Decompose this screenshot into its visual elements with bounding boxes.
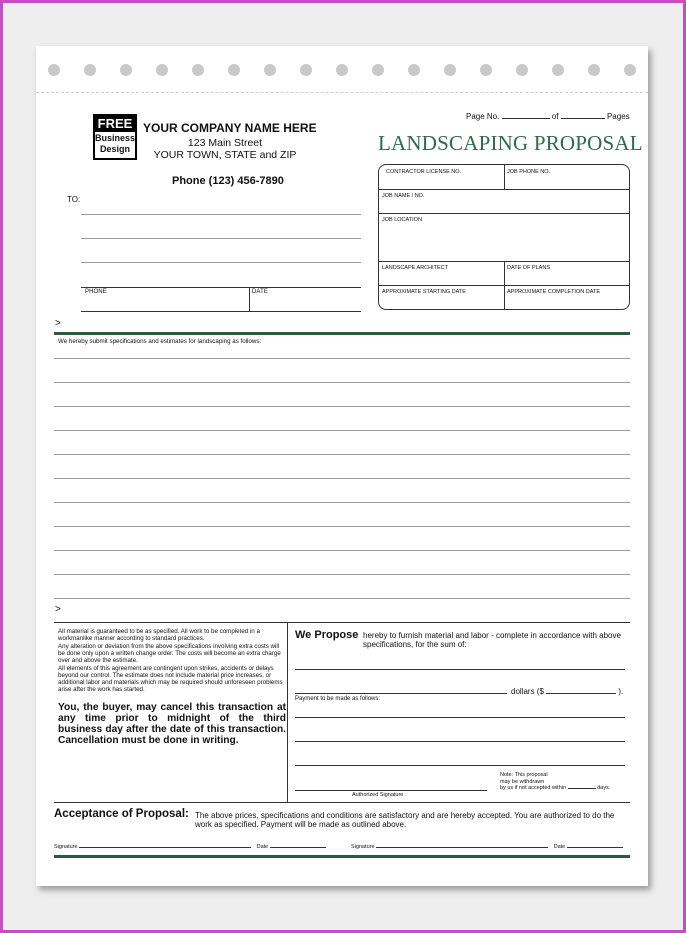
we-propose-text: hereby to furnish material and labor - complete in accordance with above specifications, for the sum of: xyxy=(363,631,621,649)
approx-start-date-field[interactable]: APPROXIMATE STARTING DATE xyxy=(382,289,466,295)
spec-line[interactable] xyxy=(54,454,630,455)
acceptance-top-line xyxy=(54,802,630,803)
withdrawal-note xyxy=(500,772,630,792)
terms-propose-divider xyxy=(287,622,288,802)
date-field[interactable] xyxy=(567,847,623,848)
punch-hole xyxy=(336,64,348,76)
spec-line[interactable] xyxy=(54,358,630,359)
info-col-divider xyxy=(504,165,505,189)
note-line-3: by us if not accepted within xyxy=(500,785,567,791)
punch-hole xyxy=(552,64,564,76)
to-line[interactable] xyxy=(81,262,361,263)
company-phone: Phone (123) 456-7890 xyxy=(172,175,284,187)
date-label: Date xyxy=(553,844,566,850)
punch-hole xyxy=(372,64,384,76)
signature-field[interactable] xyxy=(376,847,548,848)
info-row-divider xyxy=(379,213,629,214)
section-divider-bar xyxy=(54,332,630,335)
payment-label: Payment to be made as follows: xyxy=(295,696,381,702)
punch-hole xyxy=(516,64,528,76)
page-title: LANDSCAPING PROPOSAL xyxy=(378,131,643,155)
acceptance-text: The above prices, specifications and conditions are satisfactory and are hereby accepted. You are authorized to do the work as specified. Payment will be made as outlined above. xyxy=(195,811,615,829)
cancellation-notice: You, the buyer, may cancel this transaction at any time prior to midnight of the third business day after the date of this transaction. Cancellation must be done in writing. xyxy=(58,702,286,746)
note-line-1: Note: This proposal xyxy=(500,772,548,778)
proposal-sum-line[interactable] xyxy=(295,669,625,670)
acceptance-heading: Acceptance of Proposal: xyxy=(54,808,189,820)
terms-contingency: All elements of this agreement are contingent upon strikes, accidents or delays beyond our control. The estimate does not include material price increases, or additional labor and materials which may be required should unforeseen problems arise after the work has started. xyxy=(58,665,283,693)
page-number-row xyxy=(466,112,630,121)
job-info-box xyxy=(378,164,630,310)
proposal-sum-words-line[interactable] xyxy=(295,693,507,694)
dollars-close: ). xyxy=(618,687,624,696)
authorized-signature-label: Authorized Signature xyxy=(352,792,404,798)
terms-guarantee: All material is guaranteed to be as specified. All work to be completed in a workmanlike manner according to standard practices. xyxy=(58,628,260,642)
job-location-field[interactable]: JOB LOCATION xyxy=(382,217,422,223)
days-field[interactable] xyxy=(568,788,596,789)
total-pages-field[interactable] xyxy=(561,118,605,119)
specifications-intro: We hereby submit specifications and estimates for landscaping as follows: xyxy=(58,338,262,345)
customer-date-label: DATE xyxy=(252,289,268,295)
spec-line[interactable] xyxy=(54,598,630,599)
terms-box-top xyxy=(54,622,630,623)
punch-hole xyxy=(120,64,132,76)
punch-hole xyxy=(192,64,204,76)
punch-hole xyxy=(408,64,420,76)
date-label: Date xyxy=(256,844,269,850)
to-line[interactable] xyxy=(81,238,361,239)
buyer-signature-row-2 xyxy=(351,844,623,850)
date-field[interactable] xyxy=(270,847,326,848)
punch-holes xyxy=(36,64,648,78)
punch-hole xyxy=(264,64,276,76)
spec-line[interactable] xyxy=(54,382,630,383)
job-name-field[interactable]: JOB NAME / NO. xyxy=(382,193,425,199)
date-of-plans-field[interactable]: DATE OF PLANS xyxy=(507,265,550,271)
page-of-label: of xyxy=(551,112,559,121)
spec-line[interactable] xyxy=(54,526,630,527)
signature-label: Signature xyxy=(54,844,78,850)
perforation-line xyxy=(36,92,648,93)
payment-line[interactable] xyxy=(295,717,625,718)
to-line[interactable] xyxy=(81,287,361,288)
contractor-license-field[interactable]: CONTRACTOR LICENSE NO. xyxy=(386,169,462,175)
signature-field[interactable] xyxy=(79,847,251,848)
job-phone-field[interactable]: JOB PHONE NO. xyxy=(507,169,551,175)
spec-line[interactable] xyxy=(54,574,630,575)
page-no-field[interactable] xyxy=(502,118,550,119)
punch-hole xyxy=(228,64,240,76)
spec-line[interactable] xyxy=(54,406,630,407)
spec-line[interactable] xyxy=(54,550,630,551)
phone-date-divider xyxy=(249,287,250,311)
signature-label: Signature xyxy=(351,844,375,850)
customer-phone-label: PHONE xyxy=(85,289,107,295)
landscape-architect-field[interactable]: LANDSCAPE ARCHITECT xyxy=(382,265,449,271)
punch-hole xyxy=(480,64,492,76)
logo-design-text: Design xyxy=(99,144,130,154)
dollars-label: dollars ($ xyxy=(511,687,544,696)
spec-line[interactable] xyxy=(54,478,630,479)
punch-hole xyxy=(84,64,96,76)
note-line-2: may be withdrawn xyxy=(500,778,545,785)
company-street: 123 Main Street xyxy=(187,137,263,149)
info-col-divider xyxy=(504,261,505,309)
approx-completion-date-field[interactable]: APPROXIMATE COMPLETION DATE xyxy=(507,289,601,295)
note-days: days. xyxy=(597,785,611,791)
info-row-divider xyxy=(379,189,629,190)
page-no-label: Page No. xyxy=(466,112,500,121)
terms-text xyxy=(58,628,286,694)
authorized-signature-line[interactable] xyxy=(295,790,487,791)
payment-line[interactable] xyxy=(295,765,625,766)
punch-hole xyxy=(624,64,636,76)
chevron-right-icon: > xyxy=(55,318,61,329)
logo-business-text: Business xyxy=(95,133,136,143)
company-logo xyxy=(93,114,137,160)
punch-hole xyxy=(300,64,312,76)
punch-hole xyxy=(588,64,600,76)
payment-line[interactable] xyxy=(295,741,625,742)
company-city: YOUR TOWN, STATE and ZIP xyxy=(153,149,297,161)
to-label: TO: xyxy=(67,195,81,204)
logo-free-text: FREE xyxy=(95,116,135,132)
to-line[interactable] xyxy=(81,214,361,215)
dollars-row xyxy=(511,687,623,696)
customer-fields-bottom xyxy=(81,311,361,312)
company-name: YOUR COMPANY NAME HERE xyxy=(143,121,317,135)
we-propose-heading: We Propose xyxy=(295,629,359,641)
chevron-right-icon: > xyxy=(55,604,61,615)
proposal-form xyxy=(36,46,648,886)
spec-line[interactable] xyxy=(54,502,630,503)
punch-hole xyxy=(444,64,456,76)
spec-line[interactable] xyxy=(54,430,630,431)
dollar-amount-field[interactable] xyxy=(546,693,616,694)
bottom-bar xyxy=(54,855,630,858)
pages-label: Pages xyxy=(606,112,630,121)
punch-hole xyxy=(48,64,60,76)
terms-alteration: Any alteration or deviation from the above specifications involving extra costs will be done only upon a written change order. The costs will become an extra charge over and above the estimate. xyxy=(58,643,281,664)
punch-hole xyxy=(156,64,168,76)
buyer-signature-row-1 xyxy=(54,844,326,850)
